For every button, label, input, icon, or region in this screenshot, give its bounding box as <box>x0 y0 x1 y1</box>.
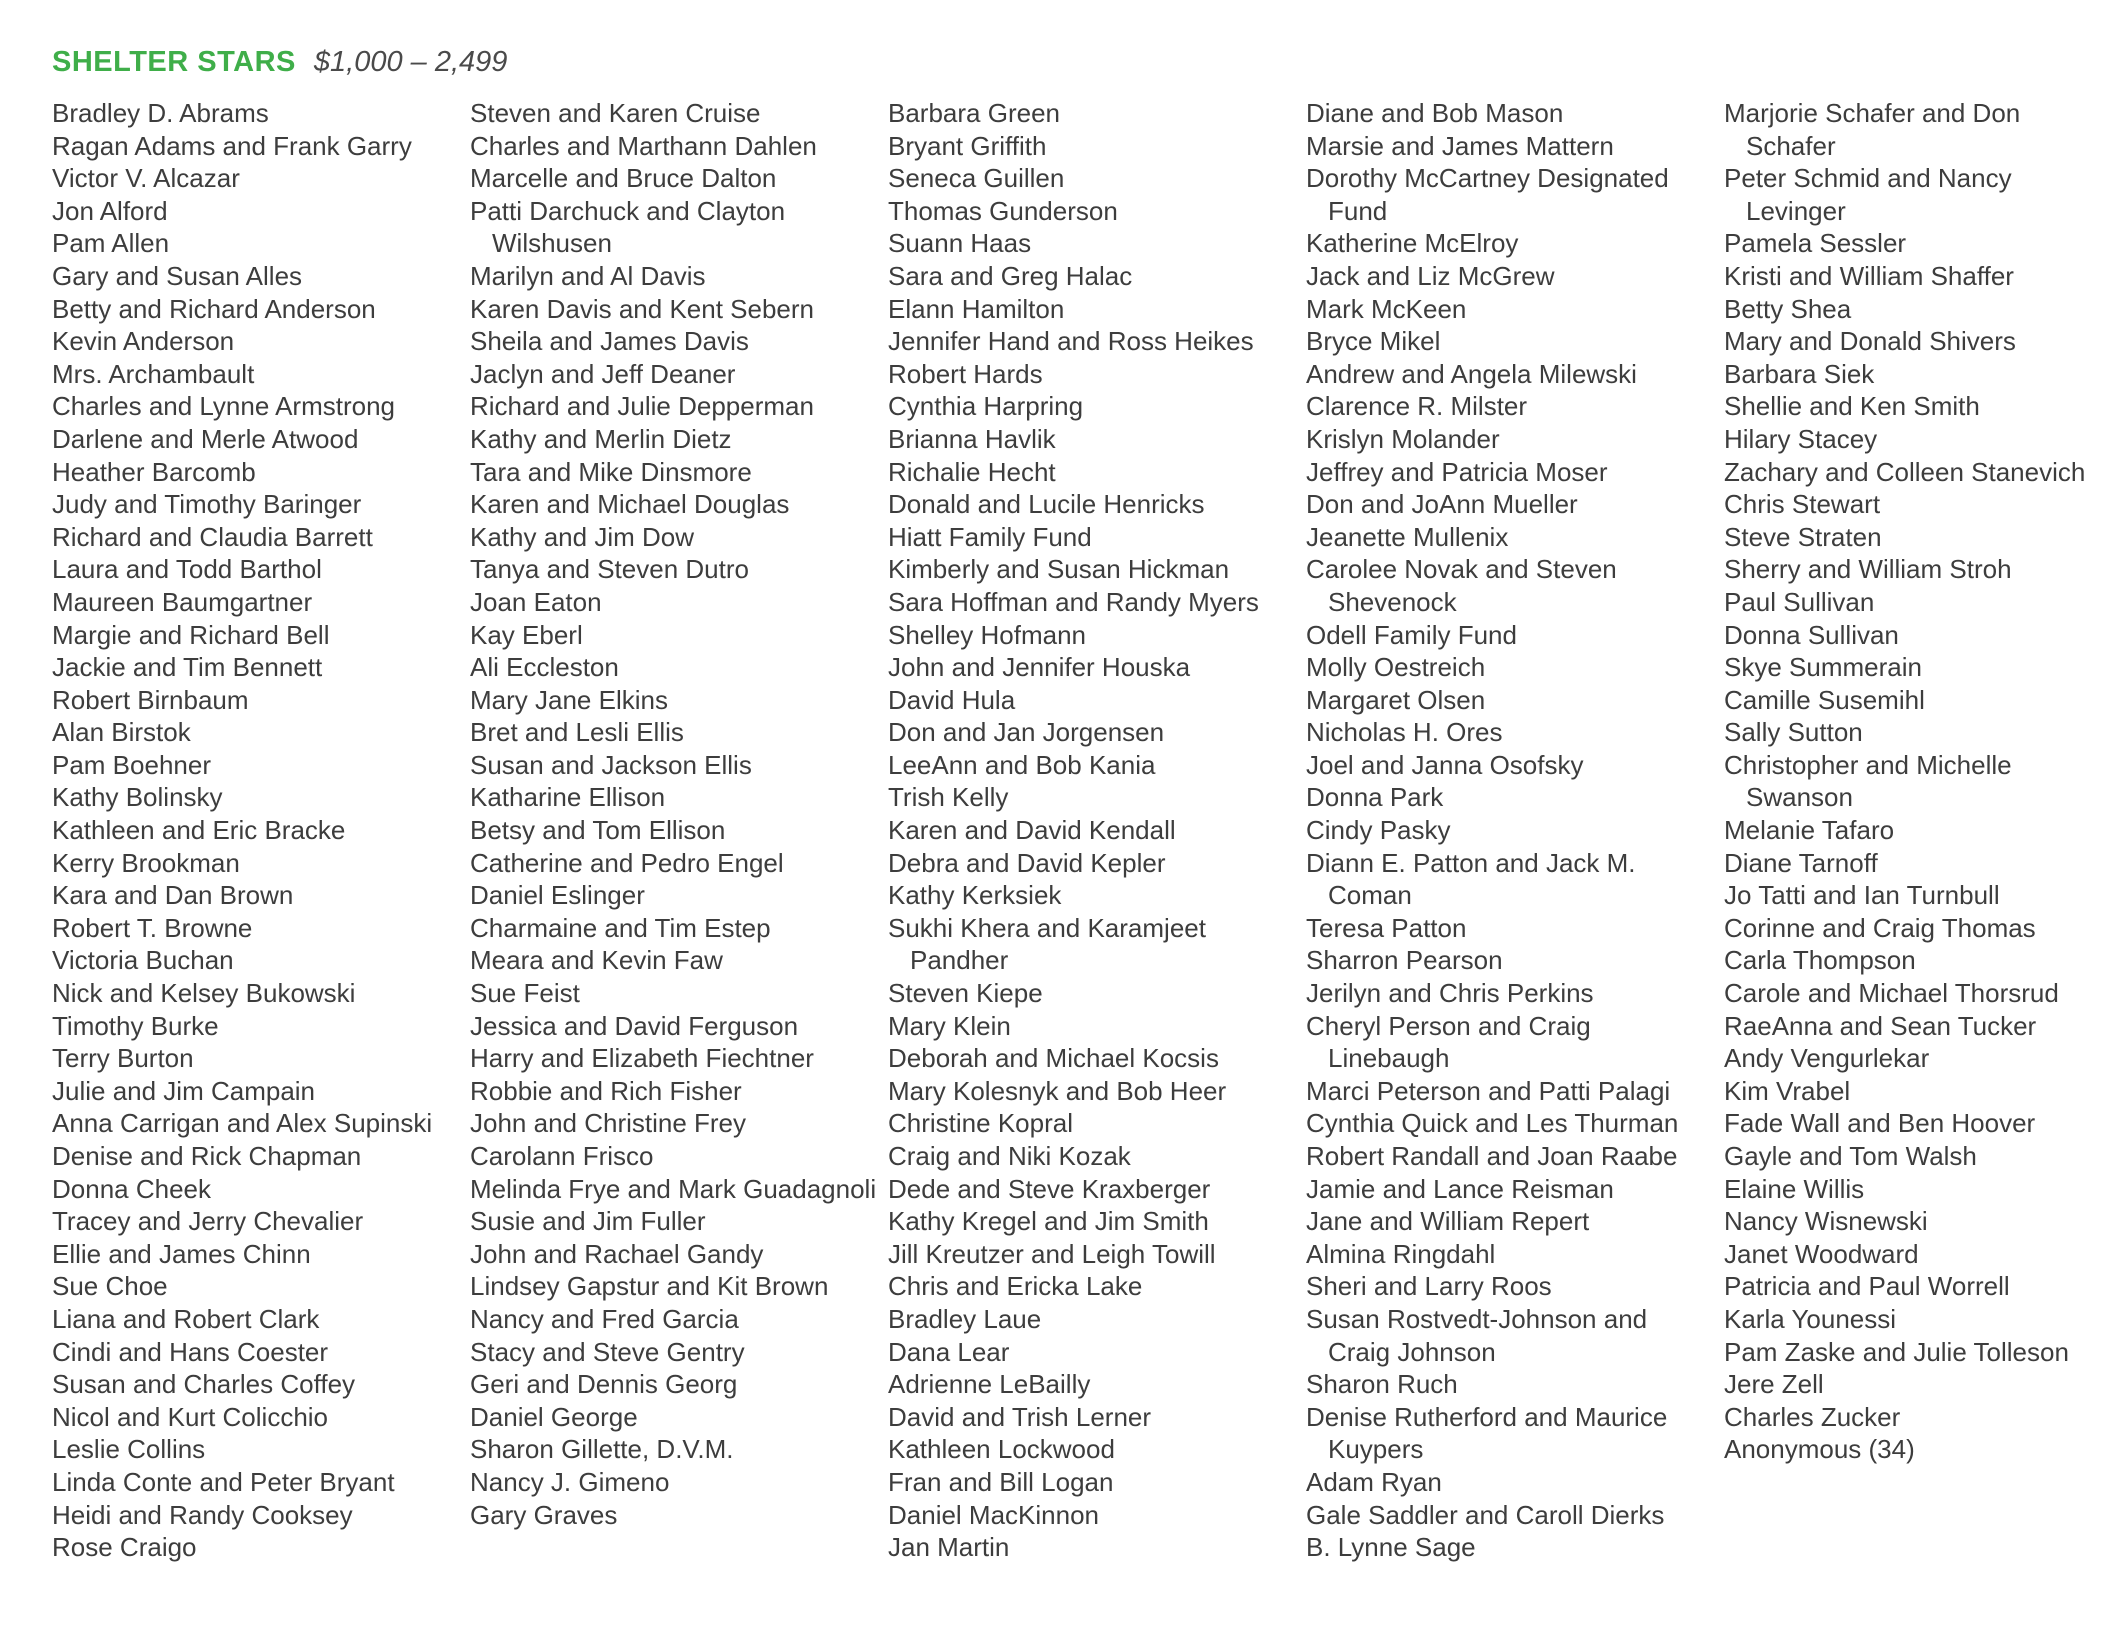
donor-column-3 <box>888 97 1298 1564</box>
donor-name: Susan Rostvedt-Johnson and Craig Johnson <box>1306 1303 1648 1367</box>
donor-name: Susan and Charles Coffey <box>52 1369 356 1400</box>
donor-name: Tanya and Steven Dutro <box>470 554 749 585</box>
donor-columns <box>0 97 2112 1597</box>
donor-name: Linda Conte and Peter Bryant <box>52 1466 395 1497</box>
donor-name: Sukhi Khera and Karamjeet Pandher <box>888 912 1206 976</box>
donor-name: Don and Jan Jorgensen <box>888 717 1165 748</box>
donor-name: Mary Kolesnyk and Bob Heer <box>888 1075 1227 1106</box>
donor-name: Jessica and David Ferguson <box>470 1010 799 1041</box>
donor-name: Kay Eberl <box>470 619 583 650</box>
donor-name: Jamie and Lance Reisman <box>1306 1173 1614 1204</box>
donor-name: Brianna Havlik <box>888 423 1056 454</box>
donor-name: Sharon Gillette, D.V.M. <box>470 1434 734 1465</box>
donor-name: Peter Schmid and Nancy Levinger <box>1724 163 2012 226</box>
donor-name: Odell Family Fund <box>1306 619 1517 650</box>
donor-name: Jerilyn and Chris Perkins <box>1306 978 1594 1009</box>
donor-name: B. Lynne Sage <box>1306 1532 1476 1563</box>
donor-name: Thomas Gunderson <box>888 195 1118 226</box>
donor-name: Zachary and Colleen Stanevich <box>1724 456 2086 487</box>
donor-name: Trish Kelly <box>888 782 1009 813</box>
donor-name: Marci Peterson and Patti Palagi <box>1306 1075 1671 1106</box>
donor-name: Nancy J. Gimeno <box>470 1466 670 1497</box>
donor-name: Daniel Eslinger <box>470 880 645 911</box>
donor-name: Shellie and Ken Smith <box>1724 391 1980 422</box>
donor-name: Kathleen Lockwood <box>888 1434 1115 1465</box>
donor-name: Hilary Stacey <box>1724 423 1878 454</box>
donor-name: LeeAnn and Bob Kania <box>888 749 1156 780</box>
donor-name: Meara and Kevin Faw <box>470 945 723 976</box>
donor-name: Anna Carrigan and Alex Supinski <box>52 1108 433 1139</box>
donor-name: Chris and Ericka Lake <box>888 1271 1143 1302</box>
donor-name: Robert Randall and Joan Raabe <box>1306 1141 1678 1171</box>
donor-name: Sara Hoffman and Randy Myers <box>888 586 1259 617</box>
donor-name: Timothy Burke <box>52 1010 219 1041</box>
donor-name: Stacy and Steve Gentry <box>470 1336 745 1367</box>
donor-name: Kathy Kerksiek <box>888 880 1062 911</box>
donor-name: Robert Hards <box>888 358 1043 389</box>
donor-name: Maureen Baumgartner <box>52 586 313 617</box>
donor-name: Steven and Karen Cruise <box>470 98 761 128</box>
donor-name: Donald and Lucile Henricks <box>888 489 1205 520</box>
donor-name: Charles and Marthann Dahlen <box>470 130 817 161</box>
donor-name: Jill Kreutzer and Leigh Towill <box>888 1238 1216 1269</box>
donor-name: Donna Cheek <box>52 1173 211 1204</box>
donor-name: Julie and Jim Campain <box>52 1075 316 1106</box>
donor-name: Jackie and Tim Bennett <box>52 652 323 683</box>
donor-name: Karen and Michael Douglas <box>470 489 790 520</box>
donor-name: Mary Klein <box>888 1010 1011 1041</box>
section-heading <box>52 46 507 90</box>
donor-name: Gale Saddler and Caroll Dierks <box>1306 1499 1665 1530</box>
donor-name: Marilyn and Al Davis <box>470 260 706 291</box>
donor-name: Melanie Tafaro <box>1724 815 1895 846</box>
donor-name: Barbara Siek <box>1724 358 1875 389</box>
donor-name: Nicholas H. Ores <box>1306 717 1503 748</box>
donor-name: Margaret Olsen <box>1306 684 1486 715</box>
donor-name: Carolann Frisco <box>470 1141 654 1171</box>
donor-name: Karen Davis and Kent Sebern <box>470 293 814 324</box>
donor-name: Betty and Richard Anderson <box>52 293 376 324</box>
donor-name: Barbara Green <box>888 98 1060 128</box>
donor-name: Richard and Claudia Barrett <box>52 521 373 552</box>
donor-name: Kathy and Jim Dow <box>470 521 694 552</box>
donor-name: Daniel George <box>470 1401 638 1432</box>
donor-name: Almina Ringdahl <box>1306 1238 1496 1269</box>
donor-name: Betsy and Tom Ellison <box>470 815 726 846</box>
donor-name: Denise and Rick Chapman <box>52 1141 362 1171</box>
donor-name: Ragan Adams and Frank Garry <box>52 130 412 161</box>
donor-name: Carolee Novak and Steven Shevenock <box>1306 554 1617 617</box>
donor-name: Sheila and James Davis <box>470 326 749 357</box>
donor-name: Gayle and Tom Walsh <box>1724 1141 1977 1171</box>
donor-name: Lindsey Gapstur and Kit Brown <box>470 1271 829 1302</box>
donor-name: Christine Kopral <box>888 1108 1073 1139</box>
donor-name: Nancy Wisnewski <box>1724 1206 1928 1237</box>
donor-name: Elaine Willis <box>1724 1173 1865 1204</box>
donor-name: Jennifer Hand and Ross Heikes <box>888 326 1254 357</box>
donor-name: Mrs. Archambault <box>52 358 255 389</box>
donor-name: Skye Summerain <box>1724 652 1922 683</box>
donor-name: David Hula <box>888 684 1016 715</box>
donor-name: Robbie and Rich Fisher <box>470 1075 742 1106</box>
donor-name: Charles and Lynne Armstrong <box>52 391 396 422</box>
donor-name: Robert Birnbaum <box>52 684 249 715</box>
donor-name: Carole and Michael Thorsrud <box>1724 978 2059 1009</box>
donor-name: Diane and Bob Mason <box>1306 98 1564 128</box>
donor-name: Alan Birstok <box>52 717 191 748</box>
donor-name: Anonymous (34) <box>1724 1434 1915 1465</box>
donor-name: Steven Kiepe <box>888 978 1043 1009</box>
donor-name: Jan Martin <box>888 1532 1010 1563</box>
donor-name: Dana Lear <box>888 1336 1010 1367</box>
donor-name: Kathy Kregel and Jim Smith <box>888 1206 1209 1237</box>
donor-name: Gary and Susan Alles <box>52 260 303 291</box>
donor-name: Katherine McElroy <box>1306 228 1519 259</box>
donor-name: Bryant Griffith <box>888 130 1047 161</box>
donor-name: Adam Ryan <box>1306 1466 1442 1497</box>
donor-name: Sara and Greg Halac <box>888 260 1133 291</box>
donor-name: Kevin Anderson <box>52 326 235 357</box>
donor-name: Debra and David Kepler <box>888 847 1166 878</box>
donor-name: Judy and Timothy Baringer <box>52 489 362 520</box>
donor-name: Diane Tarnoff <box>1724 847 1878 878</box>
donor-name: Christopher and Michelle Swanson <box>1724 749 2012 813</box>
donor-name: Victoria Buchan <box>52 945 234 976</box>
donor-name: Jeffrey and Patricia Moser <box>1306 456 1608 487</box>
donor-name: Cindi and Hans Coester <box>52 1336 329 1367</box>
donor-name: Daniel MacKinnon <box>888 1499 1100 1530</box>
donor-name: Robert T. Browne <box>52 912 253 943</box>
donor-name: Sally Sutton <box>1724 717 1863 748</box>
donor-column-1 <box>52 97 462 1564</box>
donor-name: Marsie and James Mattern <box>1306 130 1614 161</box>
donor-name: Ellie and James Chinn <box>52 1238 311 1269</box>
donor-name: Susan and Jackson Ellis <box>470 749 752 780</box>
donor-name: Mary Jane Elkins <box>470 684 668 715</box>
donor-name: Cynthia Quick and Les Thurman <box>1306 1108 1679 1139</box>
donor-name: Betty Shea <box>1724 293 1852 324</box>
donor-name: Terry Burton <box>52 1043 194 1074</box>
donor-name: Tara and Mike Dinsmore <box>470 456 752 487</box>
donor-name: Chris Stewart <box>1724 489 1881 520</box>
donor-name: Kristi and William Shaffer <box>1724 260 2014 291</box>
donor-name: Sue Choe <box>52 1271 168 1302</box>
donor-name: Hiatt Family Fund <box>888 521 1092 552</box>
donor-name: Rose Craigo <box>52 1532 197 1563</box>
donor-name: Sharron Pearson <box>1306 945 1503 976</box>
donor-name: Richalie Hecht <box>888 456 1056 487</box>
donor-name: Jaclyn and Jeff Deaner <box>470 358 736 389</box>
donor-name: Clarence R. Milster <box>1306 391 1528 422</box>
donor-name: Molly Oestreich <box>1306 652 1486 683</box>
donor-name: Joan Eaton <box>470 586 602 617</box>
donor-name: Jeanette Mullenix <box>1306 521 1509 552</box>
donor-name: Melinda Frye and Mark Guadagnoli <box>470 1173 877 1204</box>
donor-name: RaeAnna and Sean Tucker <box>1724 1010 2037 1041</box>
section-title: SHELTER STARS <box>52 46 296 78</box>
donor-name: Margie and Richard Bell <box>52 619 330 650</box>
donor-name: Krislyn Molander <box>1306 423 1500 454</box>
donor-name: Bret and Lesli Ellis <box>470 717 684 748</box>
donor-name: Pam Allen <box>52 228 170 259</box>
donor-name: Joel and Janna Osofsky <box>1306 749 1584 780</box>
donor-name: Sherry and William Stroh <box>1724 554 2012 585</box>
donor-name: Liana and Robert Clark <box>52 1303 320 1334</box>
donor-name: Jere Zell <box>1724 1369 1824 1400</box>
donor-name: Kathy Bolinsky <box>52 782 223 813</box>
donor-name: Darlene and Merle Atwood <box>52 423 359 454</box>
donor-name: Tracey and Jerry Chevalier <box>52 1206 364 1237</box>
donor-name: Charles Zucker <box>1724 1401 1901 1432</box>
donor-name: Steve Straten <box>1724 521 1882 552</box>
donor-column-4 <box>1306 97 1716 1564</box>
donor-name: Suann Haas <box>888 228 1032 259</box>
donor-column-2 <box>470 97 880 1531</box>
donor-name: John and Jennifer Houska <box>888 652 1191 683</box>
donor-name: Janet Woodward <box>1724 1238 1919 1269</box>
donor-name: Nicol and Kurt Colicchio <box>52 1401 329 1432</box>
donor-name: Heather Barcomb <box>52 456 256 487</box>
donor-name: Gary Graves <box>470 1499 618 1530</box>
donor-name: Mark McKeen <box>1306 293 1467 324</box>
donor-name: Kathy and Merlin Dietz <box>470 423 732 454</box>
donor-column-5 <box>1724 97 2108 1466</box>
donor-name: Carla Thompson <box>1724 945 1916 976</box>
donor-name: Pamela Sessler <box>1724 228 1907 259</box>
donor-name: Jon Alford <box>52 195 168 226</box>
donor-name: Shelley Hofmann <box>888 619 1086 650</box>
donor-name: Sue Feist <box>470 978 580 1009</box>
donor-name: Cindy Pasky <box>1306 815 1451 846</box>
donor-name: Bradley D. Abrams <box>52 98 269 128</box>
donor-name: Paul Sullivan <box>1724 586 1875 617</box>
donor-name: Leslie Collins <box>52 1434 206 1465</box>
donor-name: Laura and Todd Barthol <box>52 554 322 585</box>
donor-name: Victor V. Alcazar <box>52 163 240 194</box>
donor-name: Craig and Niki Kozak <box>888 1141 1131 1171</box>
donor-name: Bradley Laue <box>888 1303 1042 1334</box>
donor-name: Donna Park <box>1306 782 1444 813</box>
donor-name: Karla Younessi <box>1724 1303 1897 1334</box>
donor-name: Teresa Patton <box>1306 912 1467 943</box>
donor-name: Geri and Dennis Georg <box>470 1369 738 1400</box>
donor-name: Andrew and Angela Milewski <box>1306 358 1637 389</box>
donor-name: Cynthia Harpring <box>888 391 1084 422</box>
donor-name: Harry and Elizabeth Fiechtner <box>470 1043 814 1074</box>
donor-name: Fran and Bill Logan <box>888 1466 1114 1497</box>
donor-name: Seneca Guillen <box>888 163 1065 194</box>
donor-name: Kim Vrabel <box>1724 1075 1851 1106</box>
donor-name: Jo Tatti and Ian Turnbull <box>1724 880 2000 911</box>
donor-name: Nick and Kelsey Bukowski <box>52 978 356 1009</box>
donor-name: David and Trish Lerner <box>888 1401 1152 1432</box>
donor-name: Patti Darchuck and Clayton Wilshusen <box>470 195 786 259</box>
donor-name: Richard and Julie Depperman <box>470 391 814 422</box>
donor-name: Jane and William Repert <box>1306 1206 1590 1237</box>
donor-name: John and Christine Frey <box>470 1108 747 1139</box>
donor-name: Sheri and Larry Roos <box>1306 1271 1552 1302</box>
donor-name: Denise Rutherford and Maurice Kuypers <box>1306 1401 1668 1465</box>
donor-name: Mary and Donald Shivers <box>1724 326 2016 357</box>
donor-name: Pam Zaske and Julie Tolleson <box>1724 1336 2069 1367</box>
donation-range: $1,000 – 2,499 <box>313 46 508 78</box>
donor-name: Marcelle and Bruce Dalton <box>470 163 777 194</box>
donor-name: Sharon Ruch <box>1306 1369 1458 1400</box>
donor-name: Catherine and Pedro Engel <box>470 847 784 878</box>
donor-name: Camille Susemihl <box>1724 684 1925 715</box>
donor-name: John and Rachael Gandy <box>470 1238 764 1269</box>
donor-name: Adrienne LeBailly <box>888 1369 1091 1400</box>
donor-name: Susie and Jim Fuller <box>470 1206 706 1237</box>
donor-name: Katharine Ellison <box>470 782 666 813</box>
donor-name: Bryce Mikel <box>1306 326 1441 357</box>
donor-name: Donna Sullivan <box>1724 619 1899 650</box>
donor-name: Dede and Steve Kraxberger <box>888 1173 1211 1204</box>
donor-name: Jack and Liz McGrew <box>1306 260 1555 291</box>
donor-name: Kara and Dan Brown <box>52 880 294 911</box>
donor-name: Elann Hamilton <box>888 293 1065 324</box>
donor-name: Nancy and Fred Garcia <box>470 1303 739 1334</box>
donor-name: Deborah and Michael Kocsis <box>888 1043 1219 1074</box>
donor-name: Fade Wall and Ben Hoover <box>1724 1108 2036 1139</box>
donor-name: Karen and David Kendall <box>888 815 1176 846</box>
donor-name: Don and JoAnn Mueller <box>1306 489 1578 520</box>
donor-name: Heidi and Randy Cooksey <box>52 1499 353 1530</box>
donor-name: Kathleen and Eric Bracke <box>52 815 346 846</box>
donor-name: Charmaine and Tim Estep <box>470 912 771 943</box>
donor-name: Cheryl Person and Craig Linebaugh <box>1306 1010 1591 1074</box>
donor-name: Kimberly and Susan Hickman <box>888 554 1230 585</box>
donor-name: Pam Boehner <box>52 749 211 780</box>
donor-name: Corinne and Craig Thomas <box>1724 912 2036 943</box>
donor-name: Andy Vengurlekar <box>1724 1043 1930 1074</box>
donor-name: Marjorie Schafer and Don Schafer <box>1724 98 2021 161</box>
donor-name: Dorothy McCartney Designated Fund <box>1306 163 1669 226</box>
donor-name: Ali Eccleston <box>470 652 619 683</box>
donor-name: Diann E. Patton and Jack M. Coman <box>1306 847 1636 911</box>
donor-name: Kerry Brookman <box>52 847 240 878</box>
donor-name: Patricia and Paul Worrell <box>1724 1271 2010 1302</box>
